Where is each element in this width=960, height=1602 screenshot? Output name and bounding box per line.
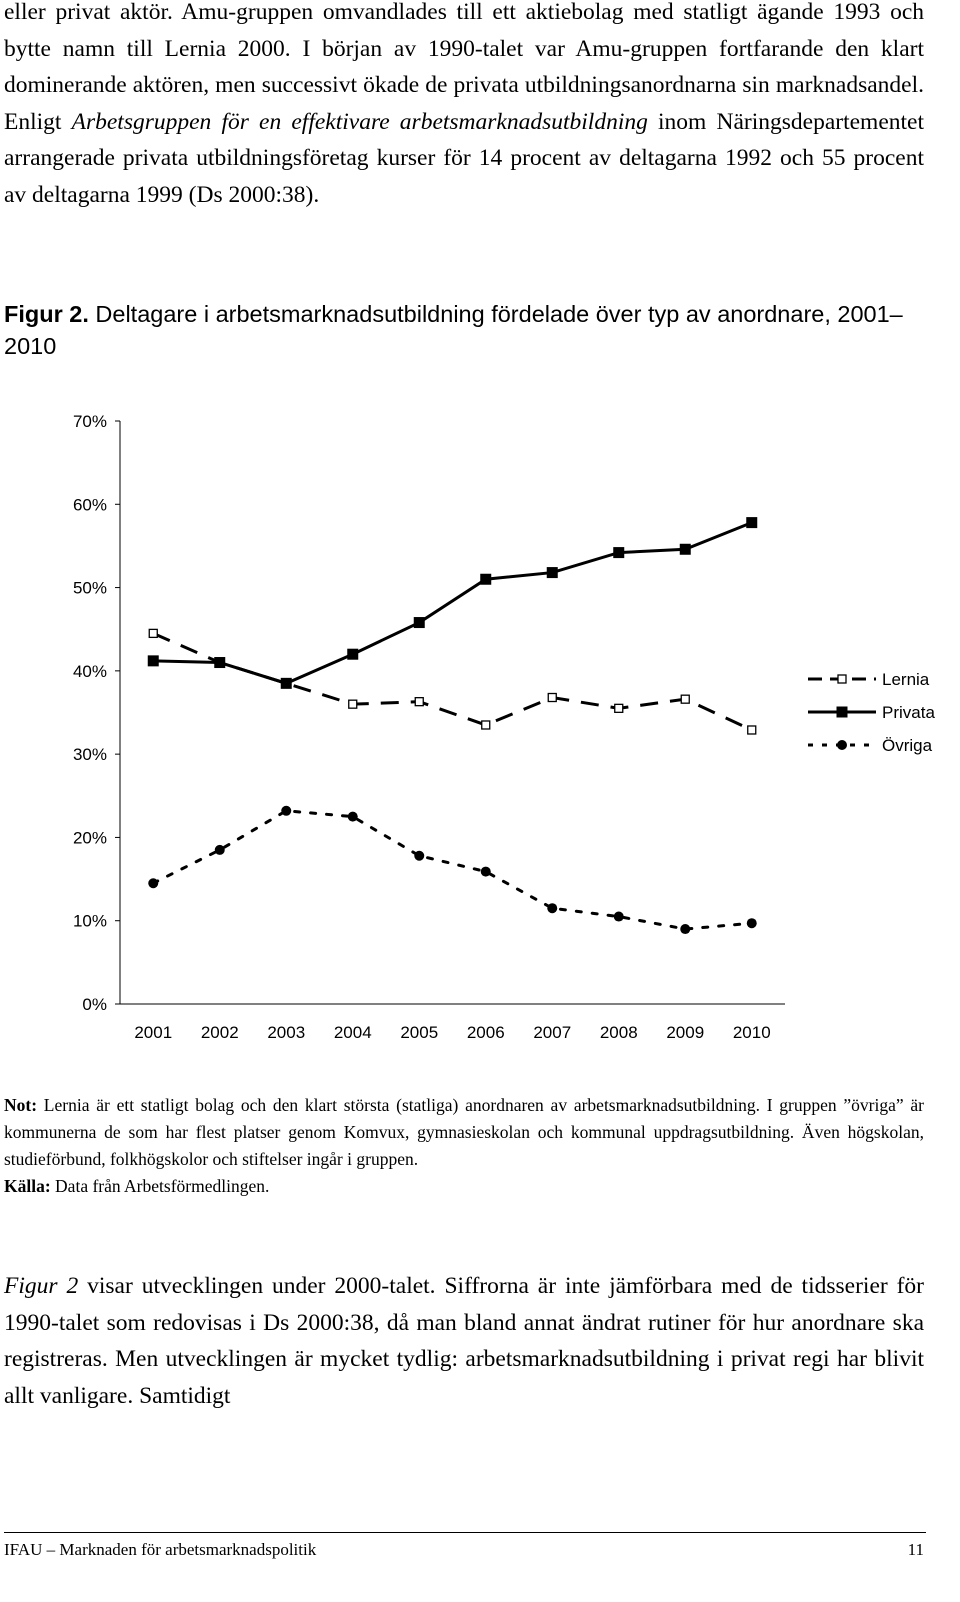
data-point--vriga [348, 812, 358, 822]
data-point--vriga [481, 867, 491, 877]
y-tick-label: 40% [72, 661, 107, 681]
data-point-privata [281, 678, 291, 688]
data-point-privata [547, 568, 557, 578]
x-tick-label: 2010 [732, 1023, 771, 1042]
data-point-lernia [681, 695, 689, 703]
y-tick-label: 30% [72, 745, 107, 765]
x-tick-label: 2007 [533, 1023, 572, 1042]
data-point-privata [148, 656, 158, 666]
data-point--vriga [414, 851, 424, 861]
paragraph-italic-text: Arbetsgruppen för en effektivare arbetsmarknadsutbildning [71, 108, 648, 135]
y-tick-label: 0% [82, 995, 107, 1014]
data-point-privata [680, 544, 690, 554]
x-tick-label: 2002 [200, 1023, 239, 1042]
data-point-lernia [415, 698, 423, 706]
page-number: 11 [907, 1540, 924, 1559]
x-tick-labels [134, 1023, 770, 1042]
figure-caption [4, 298, 904, 362]
legend-label--vriga: Övriga [882, 736, 933, 755]
note-text: Lernia är ett statligt bolag och den klart största (statliga) anordnaren av arbetsmarknadsutbildning. I gruppen ”övriga” är kommunerna de som har flest platser genom Komvux, gymnasieskolan och kommunal uppdragsutbildning. Även högskolan, studieförbund, folkhögskolor och stiftelser ingår i gruppen. [4, 1095, 924, 1169]
series-markers [148, 518, 757, 934]
body-paragraph-bottom [4, 1268, 924, 1414]
data-point-lernia [149, 629, 157, 637]
data-point--vriga [148, 878, 158, 888]
legend-marker-lernia [838, 675, 846, 683]
x-tick-label: 2008 [599, 1023, 638, 1042]
data-point--vriga [747, 918, 757, 928]
y-tick-label: 70% [72, 412, 107, 431]
y-tick-label: 50% [72, 578, 107, 598]
data-point-privata [747, 518, 757, 528]
legend-marker-privata [837, 707, 847, 717]
paragraph-text: eller privat aktör. Amu-gruppen omvandlades till ett aktiebolag med statligt ägande 1993 och bytte namn till Lernia 2000. I början av 1990-talet var Amu-gruppen fortfarande den klart dominerande aktören, men successivt ökade de privata utbildningsanordnarna sin marknadsandel. Enligt [4, 0, 924, 135]
data-point-privata [614, 548, 624, 558]
data-point--vriga [680, 924, 690, 934]
x-tick-label: 2003 [267, 1023, 306, 1042]
footer-divider [4, 1532, 926, 1533]
data-point-lernia [548, 694, 556, 702]
legend-label-privata: Privata [882, 703, 935, 722]
y-tick-label: 10% [72, 911, 107, 931]
y-tick-label: 60% [72, 495, 107, 515]
paragraph-text-end: inom Näringsdepartementet arrangerade privata utbildningsföretag kurser för 14 procent av deltagarna 1992 och 55 procent av deltagarna 1999 (Ds 2000:38). [4, 108, 924, 208]
body-paragraph-top [4, 0, 924, 213]
x-tick-label: 2009 [666, 1023, 705, 1042]
series-line--vriga [153, 811, 752, 929]
legend-marker--vriga [837, 740, 847, 750]
figure-title: Deltagare i arbetsmarknadsutbildning fördelade över typ av anordnare, 2001–2010 [4, 301, 903, 359]
data-point--vriga [614, 912, 624, 922]
x-tick-label: 2004 [333, 1023, 372, 1042]
series-line-privata [153, 523, 752, 684]
data-point--vriga [215, 845, 225, 855]
source-label: Källa: [4, 1176, 51, 1196]
x-tick-label: 2006 [466, 1023, 505, 1042]
figure-note [4, 1092, 924, 1200]
x-tick-label: 2005 [400, 1023, 439, 1042]
legend-label-lernia: Lernia [882, 670, 930, 689]
data-point-lernia [615, 704, 623, 712]
data-point-lernia [748, 726, 756, 734]
data-point-privata [481, 574, 491, 584]
figure-label: Figur 2. [4, 301, 89, 327]
paragraph-text: visar utvecklingen under 2000-talet. Siffrorna är inte jämförbara med de tidsserier för 1990-talet som redovisas i Ds 2000:38, då man bland annat ändrat rutiner för hur anordnare ska registreras. Men utvecklingen är mycket tydlig: arbetsmarknadsutbildning i privat regi har blivit allt vanligare. Samtidigt [4, 1273, 925, 1409]
x-tick-label: 2001 [134, 1023, 173, 1042]
y-tick-label: 20% [72, 828, 107, 848]
chart-legend [808, 670, 935, 755]
note-label: Not: [4, 1095, 38, 1115]
line-chart [0, 395, 960, 1055]
series-line-lernia [153, 633, 752, 730]
data-point--vriga [547, 903, 557, 913]
y-tick-labels [73, 412, 107, 1014]
data-point-privata [348, 649, 358, 659]
source-text: Data från Arbetsförmedlingen. [50, 1176, 270, 1196]
series-lines [153, 523, 752, 929]
data-point-privata [215, 658, 225, 668]
paragraph-italic-ref: Figur 2 [4, 1273, 79, 1299]
data-point-lernia [349, 700, 357, 708]
footer-title: IFAU – Marknaden för arbetsmarknadspolitik [4, 1540, 317, 1559]
data-point--vriga [281, 806, 291, 816]
data-point-privata [414, 618, 424, 628]
data-point-lernia [482, 721, 490, 729]
